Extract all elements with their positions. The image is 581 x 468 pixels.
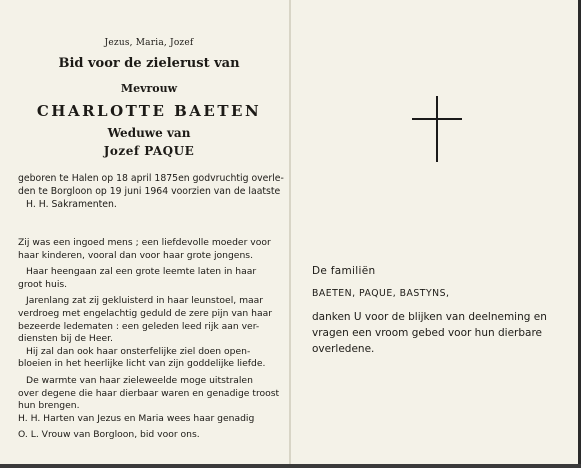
text-line: diensten bij de Heer. (18, 333, 113, 345)
birth-details (18, 172, 284, 211)
cross-icon (436, 96, 438, 162)
thanks-line: overledene. (312, 343, 375, 355)
text-line: De warmte van haar zieleweelde moge uitstralen (26, 374, 253, 386)
birth-line: geboren te Halen op 18 april 1875en godvruchtig overle- (18, 173, 284, 184)
invocation: Jezus, Maria, Jozef (104, 38, 194, 48)
widow-of: Weduwe van (107, 126, 191, 140)
text-line: bezeerde ledematen : een geleden leed rijk aan ver- (18, 320, 260, 332)
card-fold-line (289, 0, 291, 468)
text-line: H. H. Harten van Jezus en Maria wees haar genadig (18, 412, 255, 424)
thanks-line: vragen een vroom gebed voor hun dierbare (312, 327, 542, 339)
card-edge-bottom (0, 464, 581, 468)
birth-line: den te Borgloon op 19 juni 1964 voorzien van de laatste (18, 186, 281, 197)
title: Mevrouw (120, 82, 178, 95)
cross-icon-bar (412, 118, 462, 120)
husband-name: Jozef PAQUE (103, 144, 195, 158)
family-heading: De familiën (312, 265, 376, 277)
text-line: O. L. Vrouw van Borgloon, bid voor ons. (18, 429, 200, 441)
text-line: Haar heengaan zal een grote leemte laten in haar (26, 266, 257, 278)
text-line: over degene die haar dierbaar waren en genadige troost (18, 387, 280, 399)
text-line: Jarenlang zat zij gekluisterd in haar leunstoel, maar (26, 295, 264, 307)
text-line: verdroeg met engelachtig geduld de zere pijn van haar (18, 307, 273, 319)
memorial-text (18, 237, 280, 442)
family-names: BAETEN, PAQUE, BASTYNS, (312, 288, 450, 299)
text-line: bloeien in het heerlijke licht van zijn goddelijke liefde. (18, 358, 266, 370)
thanks-line: danken U voor de blijken van deelneming en (312, 311, 547, 323)
text-line: hun brengen. (18, 400, 80, 412)
text-line: Hij zal dan ook haar onsterfelijke ziel doen open- (26, 345, 251, 357)
birth-line: H. H. Sakramenten. (26, 199, 117, 210)
text-line: Zij was een ingoed mens ; een liefdevolle moeder voor (18, 237, 271, 248)
deceased-name: CHARLOTTE BAETEN (36, 102, 262, 120)
text-line: haar kinderen, vooral dan voor haar grote jongens. (18, 249, 253, 261)
thanks-text (312, 309, 570, 357)
text-line: groot huis. (18, 278, 68, 290)
prayer-line: Bid voor de zielerust van (58, 56, 240, 71)
